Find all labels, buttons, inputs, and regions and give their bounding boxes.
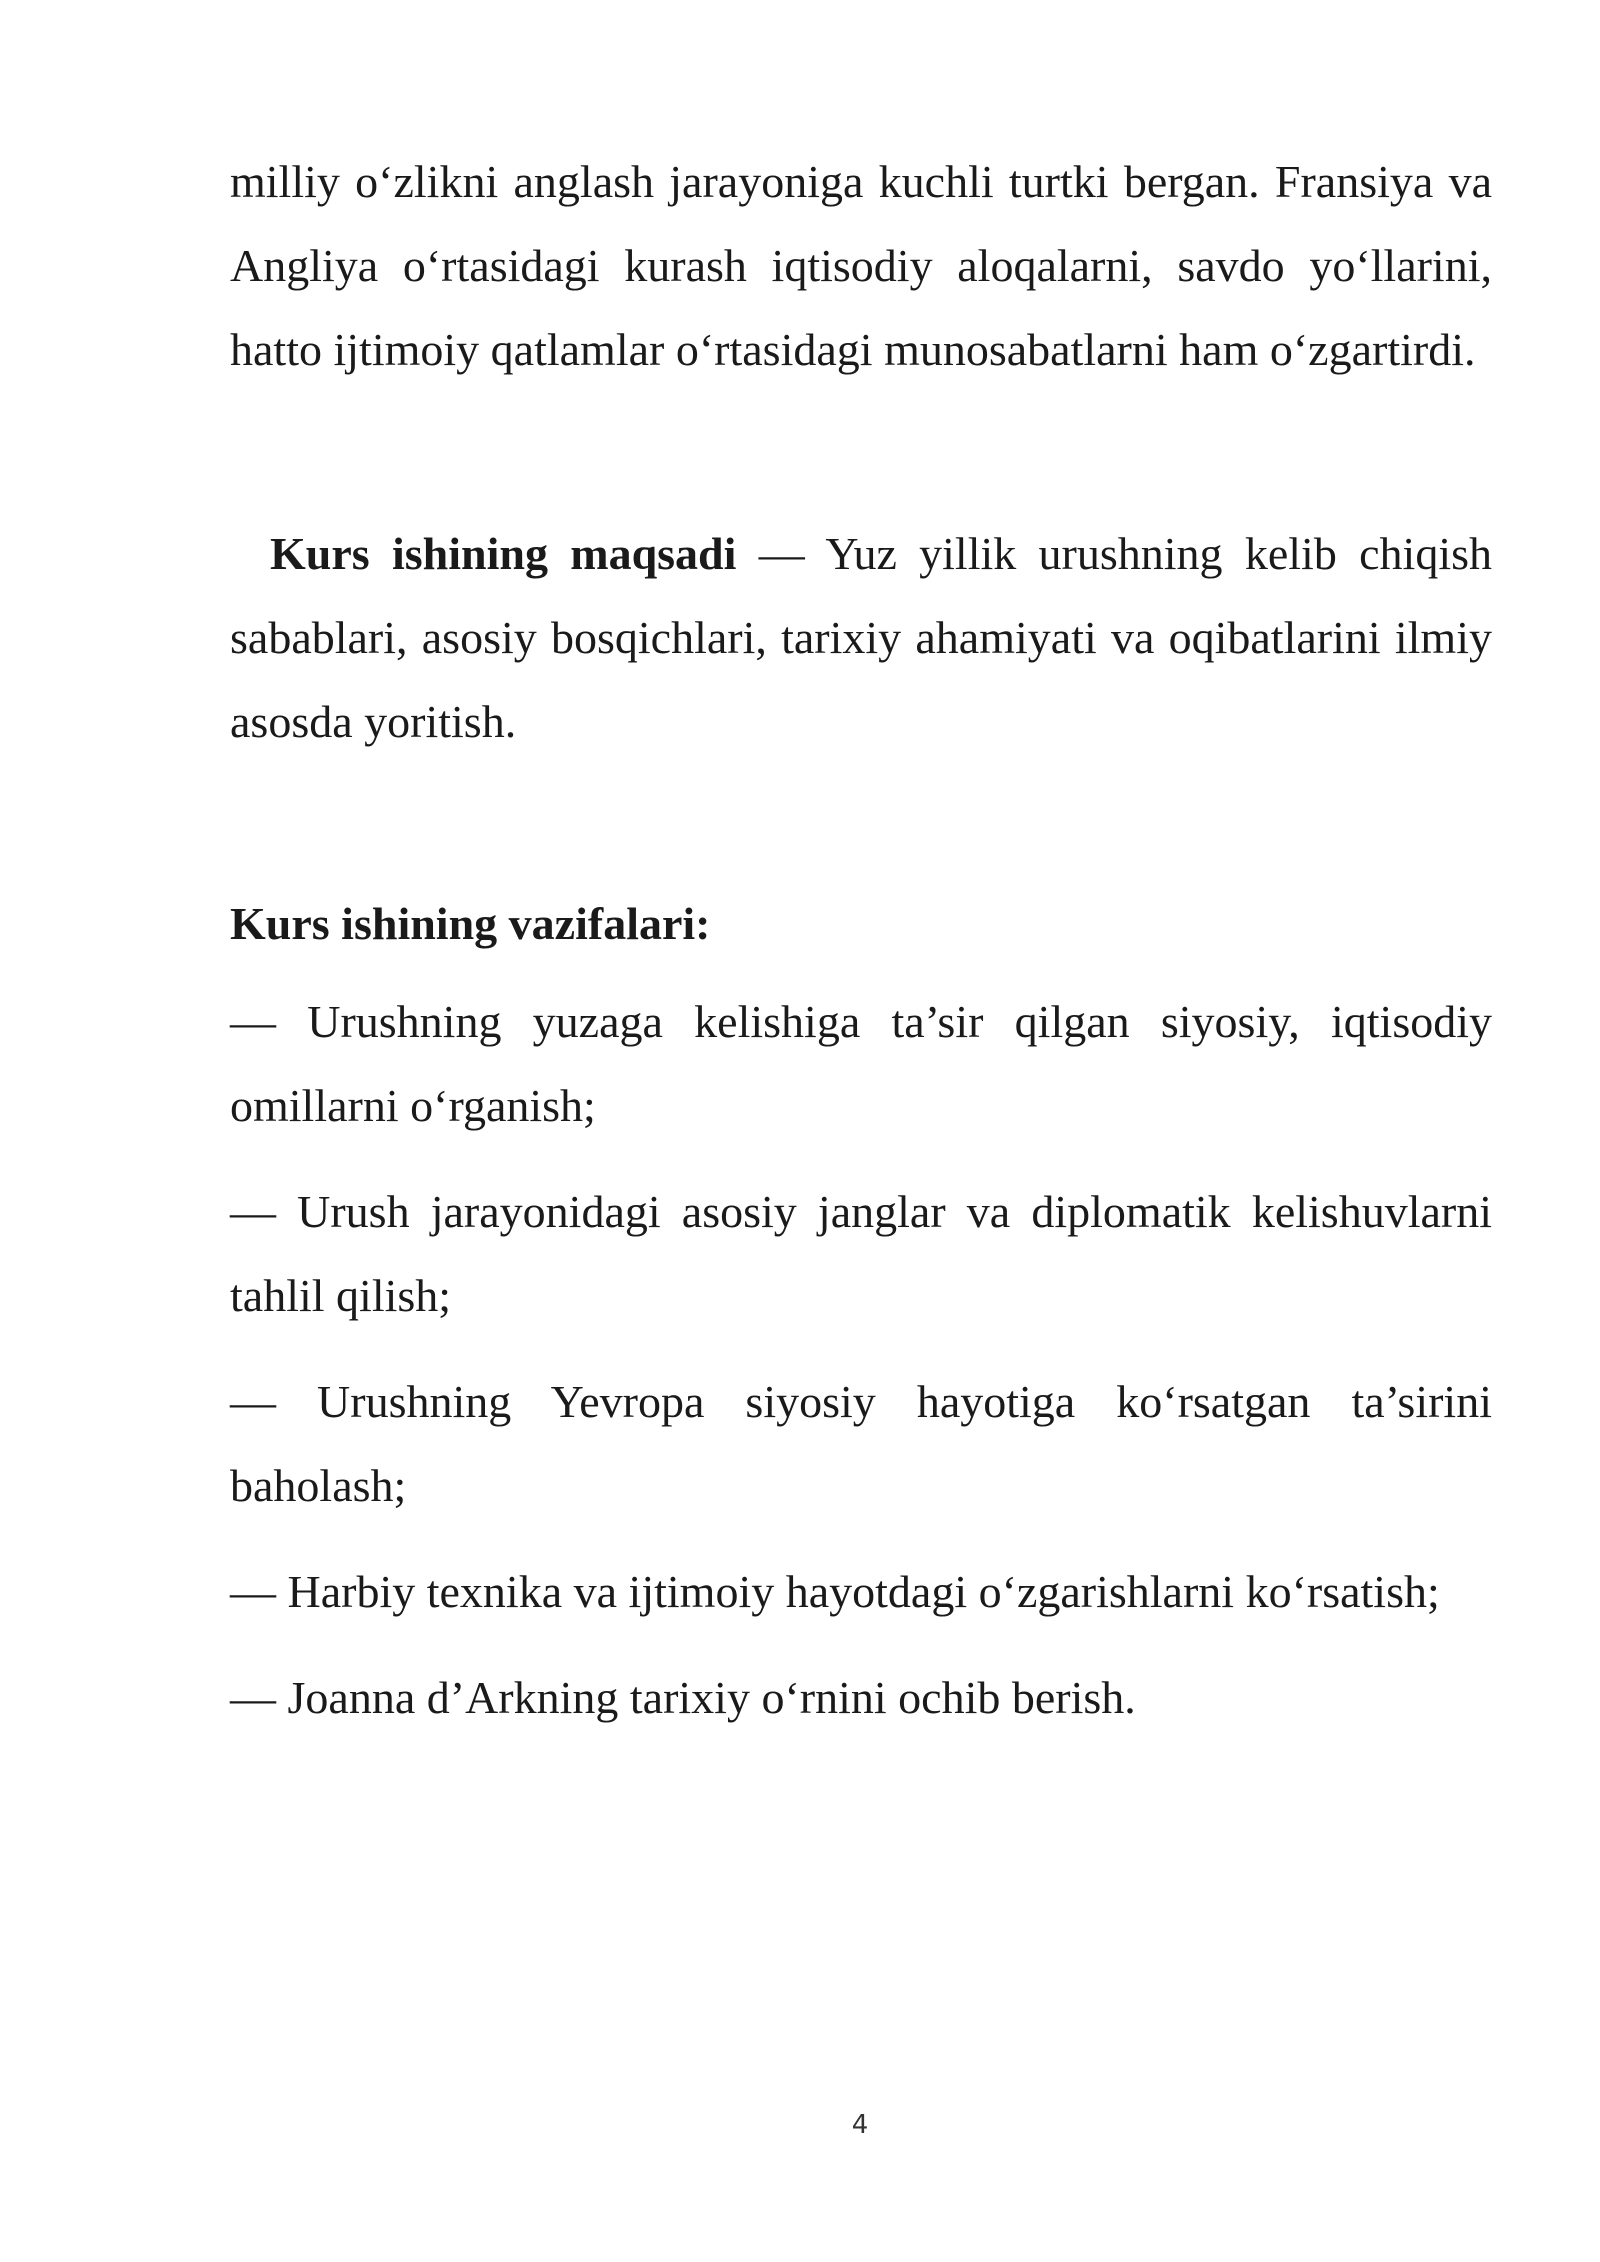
task-item: — Urushning yuzaga kelishiga ta’sir qilgan siyosiy, iqtisodiy omillarni o‘rganish; — [230, 996, 1492, 1131]
intro-paragraph: milliy o‘zlikni anglash jarayoniga kuchli turtki bergan. Fransiya va Angliya o‘rtasidagi kurash iqtisodiy aloqalarni, savdo yo‘llarini, hatto ijtimoiy qatlamlar o‘rtasidagi munosabatlarni ham o‘zgartirdi. — [230, 156, 1492, 375]
goal-paragraph — [230, 512, 1492, 764]
task-item: — Harbiy texnika va ijtimoiy hayotdagi o‘zgarishlarni ko‘rsatish; — [230, 1566, 1440, 1617]
tasks-heading: Kurs ishining vazifalari: — [230, 898, 711, 949]
task-item: — Urushning Yevropa siyosiy hayotiga ko‘rsatgan ta’sirini baholash; — [230, 1376, 1492, 1511]
task-item: — Urush jarayonidagi asosiy janglar va diplomatik kelishuvlarni tahlil qilish; — [230, 1186, 1492, 1321]
goal-text: — Yuz yillik urushning kelib chiqish sabablari, asosiy bosqichlari, tarixiy ahamiyati va oqibatlarini ilmiy asosda yoritish. — [230, 528, 1493, 747]
page-number: 4 — [851, 2110, 869, 2140]
task-item: — Joanna d’Arkning tarixiy o‘rnini ochib berish. — [230, 1672, 1136, 1723]
goal-label: Kurs ishining maqsadi — [270, 528, 737, 579]
document-page — [230, 140, 1492, 1762]
